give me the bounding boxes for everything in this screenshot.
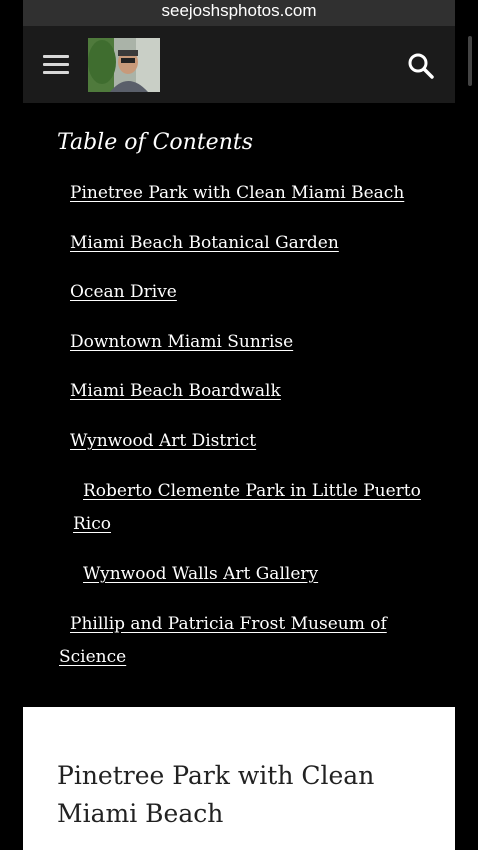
hamburger-menu-icon[interactable] — [43, 55, 69, 75]
avatar[interactable] — [88, 38, 160, 92]
toc-link-roberto-clemente-park[interactable]: Roberto Clemente Park in Little Puerto — [83, 481, 421, 501]
toc-link-wynwood-art-district[interactable]: Wynwood Art District — [70, 431, 257, 451]
toc-link-pinetree-park[interactable]: Pinetree Park with Clean Miami Beach — [70, 183, 405, 203]
toc-title: Table of Contents — [57, 130, 254, 155]
site-header — [23, 26, 455, 103]
toc-link-ocean-drive[interactable]: Ocean Drive — [70, 282, 177, 302]
toc-link-roberto-clemente-park-cont[interactable]: Rico — [73, 514, 111, 534]
search-icon[interactable] — [407, 52, 435, 80]
scrollbar-handle[interactable] — [468, 36, 472, 86]
toc-link-wynwood-walls[interactable]: Wynwood Walls Art Gallery — [83, 564, 319, 584]
article-section — [23, 707, 455, 850]
toc-link-botanical-garden[interactable]: Miami Beach Botanical Garden — [70, 233, 339, 253]
article-title: Pinetree Park with Clean Miami Beach — [57, 761, 375, 828]
url-bar[interactable]: seejoshsphotos.com — [23, 0, 455, 26]
table-of-contents — [23, 103, 455, 707]
toc-link-downtown-sunrise[interactable]: Downtown Miami Sunrise — [70, 332, 294, 352]
toc-link-frost-museum-cont[interactable]: Science — [59, 647, 127, 667]
toc-link-frost-museum[interactable]: Phillip and Patricia Frost Museum of — [70, 614, 387, 634]
toc-link-boardwalk[interactable]: Miami Beach Boardwalk — [70, 381, 281, 401]
